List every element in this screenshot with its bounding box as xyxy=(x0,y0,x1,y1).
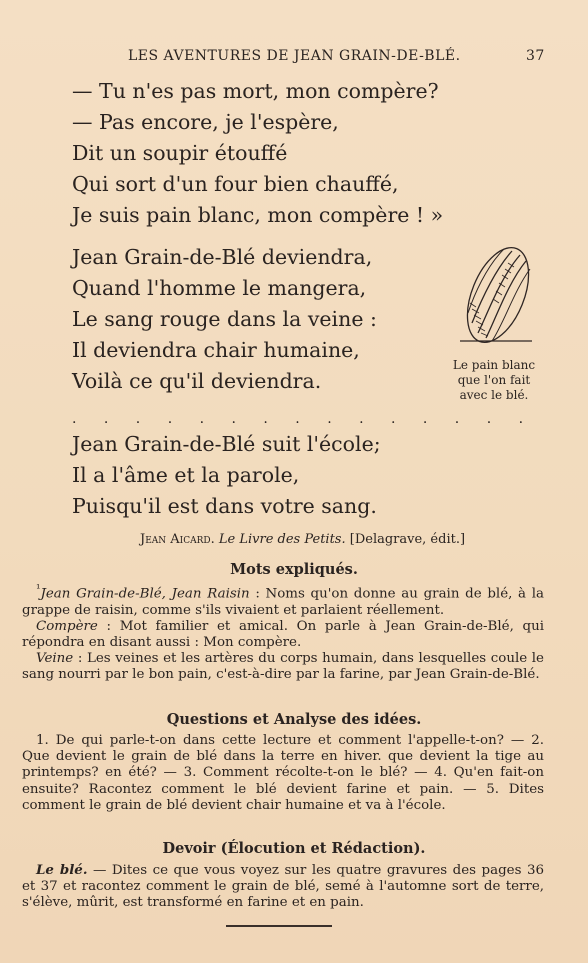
entry-term: Veine xyxy=(36,651,74,667)
end-rule xyxy=(226,925,332,927)
mots-entry xyxy=(22,619,544,651)
bread-loaf-icon xyxy=(448,243,544,349)
entry-term: Jean Grain-de-Blé, Jean Raisin xyxy=(40,586,250,602)
caption-line: que l'on fait xyxy=(457,373,531,387)
mots-entry xyxy=(22,581,544,619)
poem-line: Il a l'âme et la parole, xyxy=(72,463,300,487)
publisher: [Delagrave, édit.] xyxy=(349,532,466,547)
devoir-text: — Dites ce que vous voyez sur les quatre gravures des pages 36 et 37 et racontez comment le grain de blé, semé à l'automne sort de terre, s'élève, mûrit, est transformé en farine et en pain. xyxy=(22,863,545,911)
questions-text: 1. De qui parle-t-on dans cette lecture et comment l'appelle-t-on? — 2. Que devient le grain de blé dans la terre en hiver. que devient la tige au printemps? en été? — 3. Comment récolte-t-on le blé? — 4. Qu'en fait-on ensuite? Racontez comment le blé devient farine et pain. — 5. Dites comment le grain de blé devient chair humaine et va à l'école. xyxy=(22,733,544,813)
page-number: 37 xyxy=(526,48,545,64)
work-title: Le Livre des Petits. xyxy=(218,532,346,547)
footnote-marker: ¹ xyxy=(36,582,41,595)
entry-text: : Les veines et les artères du corps humain, dans lesquelles coule le sang nourri par le bon pain, c'est-à-dire par la farine, par Jean Grain-de-Blé. xyxy=(22,651,544,683)
caption-line: Le pain blanc xyxy=(452,358,536,372)
poem-line: — Pas encore, je l'espère, xyxy=(72,110,339,134)
devoir-term: Le blé. xyxy=(36,862,88,878)
questions-body xyxy=(22,733,544,814)
poem-line: Le sang rouge dans la veine : xyxy=(72,307,377,331)
ellipsis-dots: . . . . . . . . . . . . . . . xyxy=(72,411,535,427)
questions-title: Questions et Analyse des idées. xyxy=(166,711,422,728)
poem-line: Il deviendra chair humaine, xyxy=(72,338,360,362)
mots-entry xyxy=(22,651,544,683)
mots-title: Mots expliqués. xyxy=(230,561,358,578)
poem-line: Jean Grain-de-Blé deviendra, xyxy=(72,245,373,269)
entry-text: : Mot familier et amical. On parle à Jean Grain-de-Blé, qui répondra en disant aussi : Mon compère. xyxy=(22,618,544,651)
entry-term: Compère xyxy=(36,618,98,634)
poem-line: Qui sort d'un four bien chauffé, xyxy=(72,172,399,196)
entry-text: : Noms qu'on donne au grain de blé, à la grappe de raisin, comme s'ils vivaient et parlaient réellement. xyxy=(22,586,544,618)
poem-line: Quand l'homme le mangera, xyxy=(72,276,367,300)
mots-expliques xyxy=(22,581,544,684)
poem-stanza-1 xyxy=(72,76,443,231)
poem-line: Je suis pain blanc, mon compère ! » xyxy=(72,203,444,227)
attribution xyxy=(140,532,465,547)
poem-line: Dit un soupir étouffé xyxy=(72,141,288,165)
devoir-body xyxy=(22,862,544,912)
running-header xyxy=(0,48,588,68)
poem-line: — Tu n'es pas mort, mon compère? xyxy=(72,79,439,103)
running-title: LES AVENTURES DE JEAN GRAIN-DE-BLÉ. xyxy=(128,48,461,64)
poem-line: Voilà ce qu'il deviendra. xyxy=(72,369,322,393)
devoir-paragraph xyxy=(22,862,544,912)
devoir-title: Devoir (Élocution et Rédaction). xyxy=(162,840,426,857)
poem-stanza-2 xyxy=(72,242,377,397)
figure-caption xyxy=(440,358,548,403)
poem-line: Puisqu'il est dans votre sang. xyxy=(72,494,377,518)
author-name: Jean Aicard. xyxy=(140,532,215,547)
poem-stanza-3 xyxy=(72,429,381,522)
poem-line: Jean Grain-de-Blé suit l'école; xyxy=(72,432,381,456)
caption-line: avec le blé. xyxy=(459,388,529,402)
